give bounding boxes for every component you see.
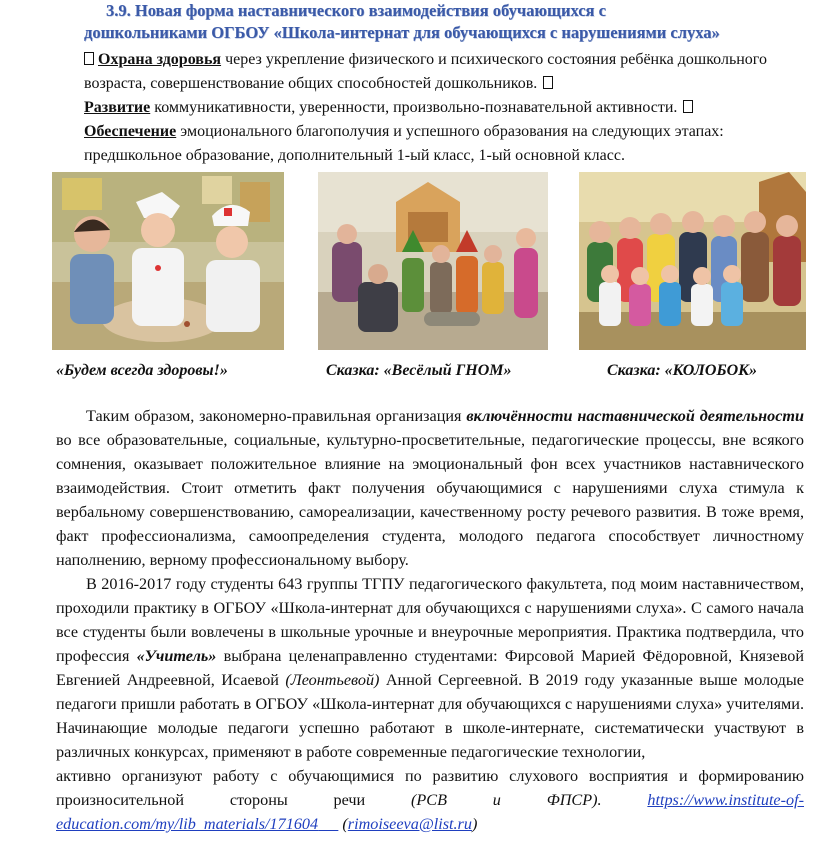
p3-paren-open: ( xyxy=(338,815,348,833)
heading-line-1: 3.9. Новая форма наставнического взаимодействия обучающихся с xyxy=(106,1,606,20)
photo-doctors xyxy=(52,172,284,350)
p1-text-a: Таким образом, закономерно-правильная организация xyxy=(86,407,467,425)
main-text xyxy=(56,404,804,836)
bullet-box-icon xyxy=(84,52,94,65)
health-label: Охрана здоровья xyxy=(98,51,222,68)
p2-text-c: выбрана целенаправленно студентами: Фирсовой Марией Фёдоровной, Князевой Евгенией Андреевной, Исаевой xyxy=(56,647,804,689)
caption-photo-2: Сказка: «Весёлый ГНОМ» xyxy=(326,362,512,379)
p2-maiden-name: (Леонтьевой) xyxy=(285,671,380,689)
p3-text-a: активно организуют работу с обучающимися по развитию слухового восприятия и формированию произносительной стороны речи xyxy=(56,767,804,809)
materials-link[interactable]: https://www.institute-of-education.com/my/lib_materials/171604 xyxy=(56,791,804,833)
paragraph-1 xyxy=(56,404,804,572)
provision-label: Обеспечение xyxy=(84,123,177,140)
p1-text-c: во все образовательные, социальные, культурно-просветительные, педагогические процессы, вне всякого сомнения, оказывает положительное влияние на эмоциональный фон всех участников наставнического взаимодействия. Стоит отметить факт получения обучающимися с нарушениями слуха стимула к вербальному совершенствованию, самореализации, качественному росту речевого развития. В тоже время, факт профессионализма, самоопределения студента, молодого педагога способствует личностному наполнению, верному профессиональному выбору. xyxy=(56,431,804,569)
development-text: коммуникативности, уверенности, произвольно-познавательной активности. xyxy=(150,99,678,116)
p2-profession: «Учитель» xyxy=(136,647,217,665)
intro-provision xyxy=(84,120,804,168)
p1-emphasis: включённости наставнической деятельности xyxy=(466,407,804,425)
intro-development xyxy=(84,96,804,120)
photo-kolobok-play xyxy=(579,172,806,350)
development-label: Развитие xyxy=(84,99,151,116)
bullet-box-icon xyxy=(683,100,693,113)
heading-line-2: дошкольниками ОГБОУ «Школа-интернат для обучающихся с нарушениями слуха» xyxy=(84,23,720,42)
paragraph-2 xyxy=(56,572,804,764)
p3-abbrev: (РСВ и ФПСР). xyxy=(411,791,602,809)
paragraph-3 xyxy=(56,764,804,836)
link-underline-pad xyxy=(318,815,338,833)
p2-text-e: Анной Сергеевной. В 2019 году указанные выше молодые педагоги пришли работать в ОГБОУ «Школа-интернат для обучающихся с нарушениями слуха» учителями. Начинающие молодые педагоги успешно работают в школе-интернате, систематически участвуют в различных конкурсах, применяют в работе современные педагогические технологии, xyxy=(56,671,804,761)
photo-gnome-play xyxy=(318,172,548,350)
intro-block xyxy=(84,48,804,168)
p3-paren-close: ) xyxy=(471,815,478,833)
section-heading xyxy=(84,0,804,44)
caption-photo-3: Сказка: «КОЛОБОК» xyxy=(607,362,758,379)
bullet-box-icon xyxy=(543,76,553,89)
intro-health xyxy=(84,48,804,96)
p2-text-a: В 2016-2017 году студенты 643 группы ТГПУ педагогического факультета, под моим наставничеством, проходили практику в ОГБОУ «Школа-интернат для обучающихся с нарушениями слуха». С самого начала все студенты были вовлечены в школьные урочные и внеурочные мероприятия. Практика подтвердила, что профессия xyxy=(56,575,804,665)
provision-text: эмоционального благополучия и успешного образования на следующих этапах: предшкольное образование, дополнительный 1-ый класс, 1-ый основной класс. xyxy=(84,123,724,164)
email-link[interactable]: rimoiseeva@list.ru xyxy=(347,815,472,833)
caption-photo-1: «Будем всегда здоровы!» xyxy=(56,362,228,379)
health-text: через укрепление физического и психического состояния ребёнка дошкольного возраста, совершенствование общих способностей дошкольников. xyxy=(84,51,767,92)
